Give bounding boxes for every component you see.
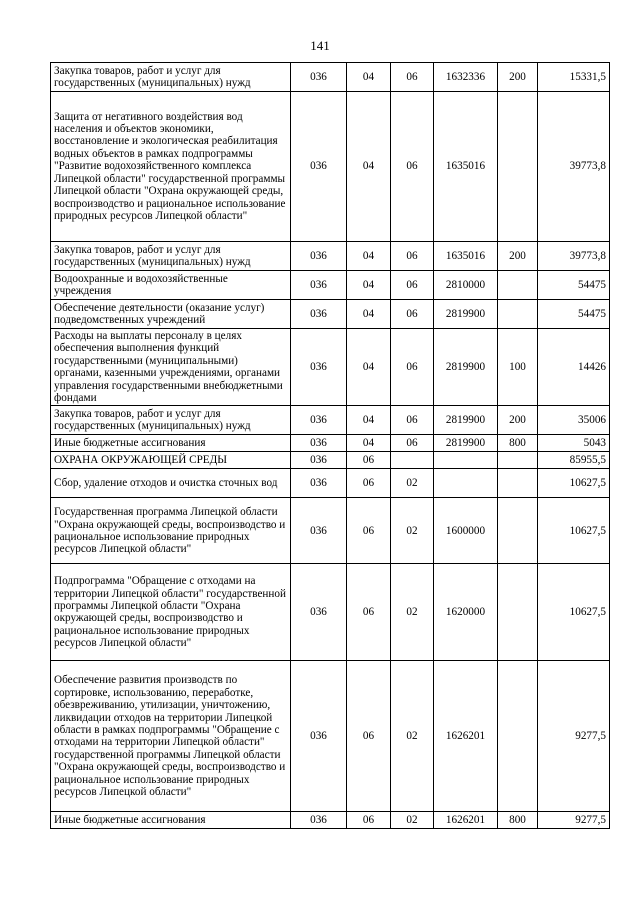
- row-expense-type-cell: [498, 271, 538, 300]
- table-row: [51, 242, 610, 271]
- row-section-cell: 04: [347, 242, 391, 271]
- row-subsection-cell: 02: [391, 812, 434, 829]
- row-ved-cell: 036: [291, 452, 347, 469]
- row-target-article-cell: [434, 469, 498, 498]
- row-name-cell: Сбор, удаление отходов и очистка сточных вод: [51, 469, 291, 498]
- row-section-cell: 06: [347, 812, 391, 829]
- row-name-cell: Водоохранные и водохозяйственные учреждения: [51, 271, 291, 300]
- row-target-article-cell: 1632336: [434, 63, 498, 92]
- row-name-cell: Обеспечение развития производств по сортировке, использованию, переработке, обезвреживанию, утилизации, уничтожению, ликвидации отходов на территории Липецкой области в рамках подпрограммы "Обращение с отходами на территории Липецкой области" государственной программы Липецкой области "Охрана окружающей среды, воспроизводство и рациональное использование природных ресурсов Липецкой области": [51, 661, 291, 812]
- row-name-cell: Государственная программа Липецкой области "Охрана окружающей среды, воспроизводство и рациональное использование природных ресурсов Липецкой области": [51, 498, 291, 564]
- row-ved-cell: 036: [291, 469, 347, 498]
- row-name-cell: Закупка товаров, работ и услуг для государственных (муниципальных) нужд: [51, 406, 291, 435]
- table-row: [51, 498, 610, 564]
- row-section-cell: 06: [347, 564, 391, 661]
- table-row: [51, 300, 610, 329]
- row-target-article-cell: 1635016: [434, 92, 498, 242]
- row-section-cell: 06: [347, 498, 391, 564]
- row-amount-cell: 5043: [538, 435, 610, 452]
- row-amount-cell: 9277,5: [538, 661, 610, 812]
- row-name-cell: ОХРАНА ОКРУЖАЮЩЕЙ СРЕДЫ: [51, 452, 291, 469]
- row-expense-type-cell: [498, 469, 538, 498]
- row-target-article-cell: 1635016: [434, 242, 498, 271]
- row-amount-cell: 15331,5: [538, 63, 610, 92]
- table-row: [51, 92, 610, 242]
- row-ved-cell: 036: [291, 300, 347, 329]
- row-name-cell: Защита от негативного воздействия вод населения и объектов экономики, восстановление и экологическая реабилитация водных объектов в рамках подпрограммы "Развитие водохозяйственного комплекса Липецкой области" государственной программы Липецкой области "Охрана окружающей среды, воспроизводство и рациональное использование природных ресурсов Липецкой области": [51, 92, 291, 242]
- row-ved-cell: 036: [291, 63, 347, 92]
- row-subsection-cell: 02: [391, 498, 434, 564]
- table-row: [51, 564, 610, 661]
- row-section-cell: 04: [347, 406, 391, 435]
- row-target-article-cell: 2819900: [434, 300, 498, 329]
- row-target-article-cell: 1600000: [434, 498, 498, 564]
- row-subsection-cell: 06: [391, 435, 434, 452]
- row-section-cell: 04: [347, 329, 391, 406]
- table-row: [51, 812, 610, 829]
- row-ved-cell: 036: [291, 812, 347, 829]
- row-subsection-cell: 06: [391, 92, 434, 242]
- table-row: [51, 469, 610, 498]
- row-expense-type-cell: 200: [498, 406, 538, 435]
- row-ved-cell: 036: [291, 564, 347, 661]
- row-name-cell: Расходы на выплаты персоналу в целях обеспечения выполнения функций государственными (муниципальными) органами, казенными учреждениями, органами управления государственными внебюджетными фондами: [51, 329, 291, 406]
- table-row: [51, 452, 610, 469]
- row-target-article-cell: 1626201: [434, 812, 498, 829]
- row-section-cell: 04: [347, 63, 391, 92]
- row-expense-type-cell: [498, 92, 538, 242]
- row-ved-cell: 036: [291, 406, 347, 435]
- row-ved-cell: 036: [291, 661, 347, 812]
- row-expense-type-cell: 800: [498, 812, 538, 829]
- row-expense-type-cell: 200: [498, 242, 538, 271]
- row-name-cell: Подпрограмма "Обращение с отходами на территории Липецкой области" государственной программы Липецкой области "Охрана окружающей среды, воспроизводство и рациональное использование природных ресурсов Липецкой области": [51, 564, 291, 661]
- row-section-cell: 06: [347, 469, 391, 498]
- table-row: [51, 271, 610, 300]
- row-name-cell: Иные бюджетные ассигнования: [51, 435, 291, 452]
- row-name-cell: Закупка товаров, работ и услуг для государственных (муниципальных) нужд: [51, 242, 291, 271]
- row-subsection-cell: 02: [391, 469, 434, 498]
- table-row: [51, 435, 610, 452]
- row-name-cell: Обеспечение деятельности (оказание услуг) подведомственных учреждений: [51, 300, 291, 329]
- row-amount-cell: 14426: [538, 329, 610, 406]
- row-section-cell: 04: [347, 92, 391, 242]
- row-subsection-cell: 02: [391, 661, 434, 812]
- row-subsection-cell: 06: [391, 406, 434, 435]
- row-section-cell: 06: [347, 661, 391, 812]
- row-section-cell: 04: [347, 271, 391, 300]
- row-amount-cell: 54475: [538, 300, 610, 329]
- table-row: [51, 406, 610, 435]
- row-name-cell: Закупка товаров, работ и услуг для государственных (муниципальных) нужд: [51, 63, 291, 92]
- row-section-cell: 06: [347, 452, 391, 469]
- row-amount-cell: 10627,5: [538, 498, 610, 564]
- row-subsection-cell: 02: [391, 564, 434, 661]
- table-row: [51, 329, 610, 406]
- row-subsection-cell: 06: [391, 63, 434, 92]
- row-expense-type-cell: 200: [498, 63, 538, 92]
- row-amount-cell: 39773,8: [538, 242, 610, 271]
- row-expense-type-cell: 100: [498, 329, 538, 406]
- row-ved-cell: 036: [291, 271, 347, 300]
- page-number: 141: [310, 38, 330, 53]
- row-ved-cell: 036: [291, 435, 347, 452]
- row-target-article-cell: 1620000: [434, 564, 498, 661]
- row-target-article-cell: 2819900: [434, 435, 498, 452]
- row-amount-cell: 10627,5: [538, 564, 610, 661]
- row-target-article-cell: 2819900: [434, 329, 498, 406]
- row-amount-cell: 54475: [538, 271, 610, 300]
- row-amount-cell: 39773,8: [538, 92, 610, 242]
- row-expense-type-cell: [498, 498, 538, 564]
- row-name-cell: Иные бюджетные ассигнования: [51, 812, 291, 829]
- row-expense-type-cell: [498, 564, 538, 661]
- row-section-cell: 04: [347, 300, 391, 329]
- row-amount-cell: 10627,5: [538, 469, 610, 498]
- row-section-cell: 04: [347, 435, 391, 452]
- row-subsection-cell: 06: [391, 329, 434, 406]
- row-subsection-cell: 06: [391, 271, 434, 300]
- row-amount-cell: 9277,5: [538, 812, 610, 829]
- row-ved-cell: 036: [291, 498, 347, 564]
- row-subsection-cell: 06: [391, 242, 434, 271]
- row-expense-type-cell: [498, 452, 538, 469]
- table-row: [51, 63, 610, 92]
- row-ved-cell: 036: [291, 242, 347, 271]
- row-target-article-cell: 2810000: [434, 271, 498, 300]
- table-row: [51, 661, 610, 812]
- budget-table: [50, 62, 610, 829]
- row-subsection-cell: [391, 452, 434, 469]
- row-expense-type-cell: 800: [498, 435, 538, 452]
- row-amount-cell: 85955,5: [538, 452, 610, 469]
- row-ved-cell: 036: [291, 329, 347, 406]
- row-subsection-cell: 06: [391, 300, 434, 329]
- row-target-article-cell: 2819900: [434, 406, 498, 435]
- row-amount-cell: 35006: [538, 406, 610, 435]
- row-expense-type-cell: [498, 300, 538, 329]
- row-target-article-cell: [434, 452, 498, 469]
- row-ved-cell: 036: [291, 92, 347, 242]
- row-target-article-cell: 1626201: [434, 661, 498, 812]
- row-expense-type-cell: [498, 661, 538, 812]
